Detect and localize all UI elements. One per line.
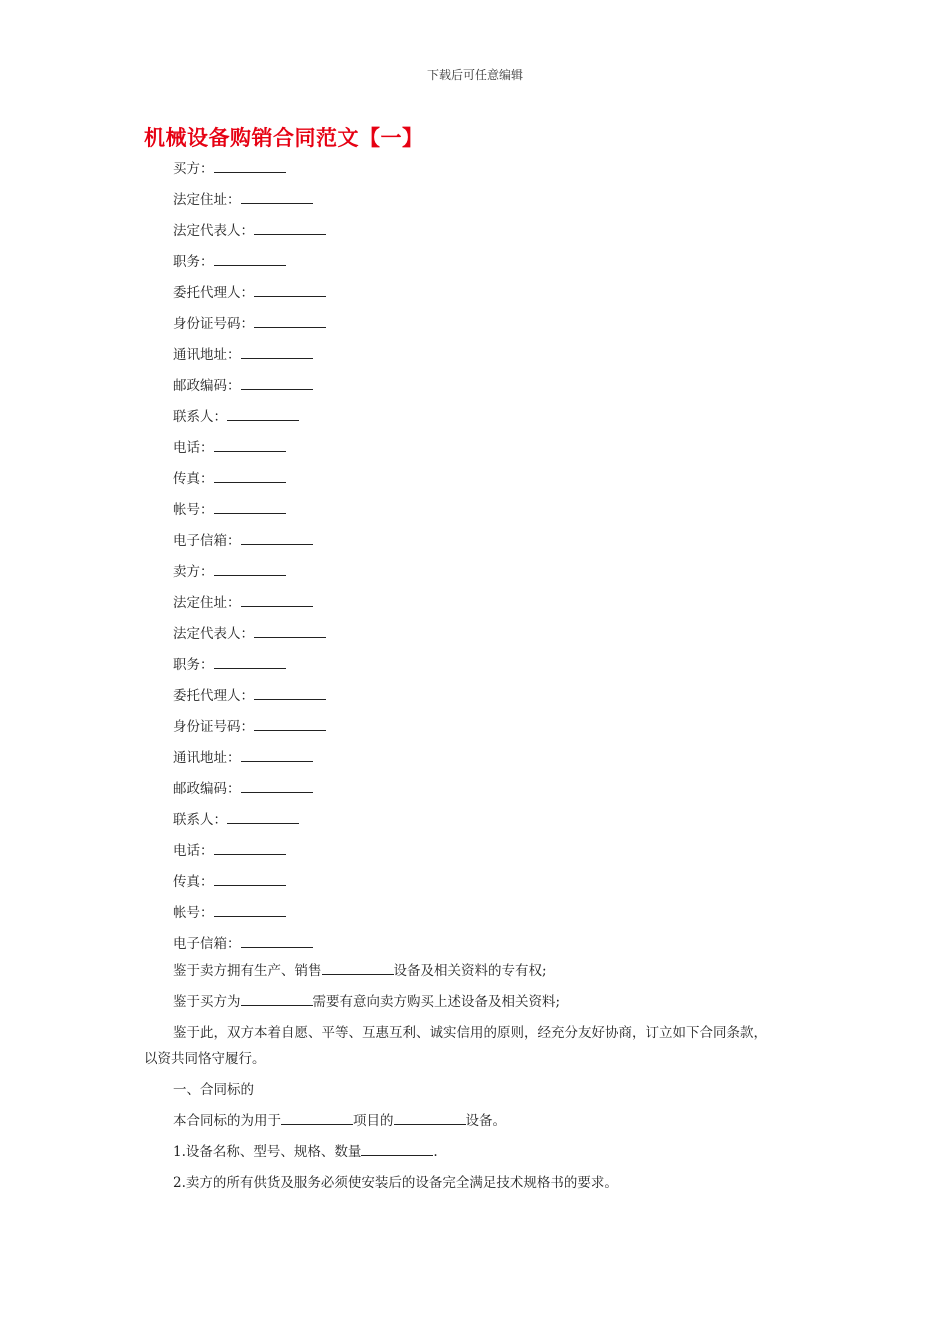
field-label: 邮政编码： xyxy=(173,378,241,394)
field-label: 传真： xyxy=(173,471,214,487)
field-label: 法定代表人： xyxy=(173,223,254,239)
subject-paragraph xyxy=(144,1108,800,1139)
blank-line xyxy=(241,991,313,1006)
text: 2.卖方的所有供货及服务必须使安装后的设备完全满足技术规格书的要求。 xyxy=(173,1175,618,1191)
blank-line xyxy=(322,960,394,975)
field-label: 身份证号码： xyxy=(173,316,254,332)
field-row xyxy=(173,902,326,933)
blank-line xyxy=(281,1110,353,1125)
blank-line xyxy=(214,468,286,483)
page-header: 下载后可任意编辑 xyxy=(426,68,523,82)
blank-line xyxy=(241,778,313,793)
field-row xyxy=(173,809,326,840)
blank-line xyxy=(241,747,313,762)
field-label: 通讯地址： xyxy=(173,347,241,363)
field-label: 买方： xyxy=(173,161,214,177)
field-label: 法定代表人： xyxy=(173,626,254,642)
field-row xyxy=(173,344,326,375)
recital-agreement xyxy=(144,1020,800,1046)
blank-line xyxy=(254,716,326,731)
field-row xyxy=(173,840,326,871)
field-label: 电子信箱： xyxy=(173,936,241,952)
field-label: 电子信箱： xyxy=(173,533,241,549)
field-row xyxy=(173,871,326,902)
text: 以资共同恪守履行。 xyxy=(144,1051,266,1067)
party-fields xyxy=(173,158,326,964)
field-row xyxy=(173,654,326,685)
section-heading xyxy=(144,1077,800,1108)
field-row xyxy=(173,158,326,189)
field-label: 委托代理人： xyxy=(173,688,254,704)
blank-line xyxy=(227,406,299,421)
contract-body xyxy=(144,958,800,1201)
text: 鉴于此，双方本着自愿、平等、互惠互利、诚实信用的原则，经充分友好协商，订立如下合同条款， xyxy=(173,1025,767,1041)
text: 设备。 xyxy=(465,1113,506,1129)
blank-line xyxy=(214,158,286,173)
text: 项目的 xyxy=(353,1113,394,1129)
document-title: 机械设备购销合同范文【一】 xyxy=(144,125,424,150)
blank-line xyxy=(241,530,313,545)
field-row xyxy=(173,375,326,406)
field-label: 委托代理人： xyxy=(173,285,254,301)
text: 本合同标的为用于 xyxy=(173,1113,281,1129)
blank-line xyxy=(227,809,299,824)
blank-line xyxy=(214,654,286,669)
field-label: 电话： xyxy=(173,440,214,456)
field-row xyxy=(173,561,326,592)
text: . xyxy=(433,1144,438,1160)
recital-seller xyxy=(144,958,800,989)
clause-item-1 xyxy=(144,1139,800,1170)
field-label: 法定住址： xyxy=(173,192,241,208)
field-row xyxy=(173,778,326,809)
text: 鉴于卖方拥有生产、销售 xyxy=(173,963,322,979)
text: 鉴于买方为 xyxy=(173,994,241,1010)
blank-line xyxy=(241,592,313,607)
field-row xyxy=(173,220,326,251)
text: 需要有意向卖方购买上述设备及相关资料; xyxy=(312,994,561,1010)
field-label: 身份证号码： xyxy=(173,719,254,735)
text: 一、合同标的 xyxy=(173,1082,254,1098)
field-label: 帐号： xyxy=(173,502,214,518)
field-row xyxy=(173,282,326,313)
field-row xyxy=(173,747,326,778)
recital-buyer xyxy=(144,989,800,1020)
clause-item-2 xyxy=(144,1170,800,1201)
field-label: 邮政编码： xyxy=(173,781,241,797)
field-label: 通讯地址： xyxy=(173,750,241,766)
field-row xyxy=(173,189,326,220)
blank-line xyxy=(254,623,326,638)
blank-line xyxy=(241,933,313,948)
field-row xyxy=(173,530,326,561)
blank-line xyxy=(254,282,326,297)
field-row xyxy=(173,406,326,437)
field-label: 卖方： xyxy=(173,564,214,580)
blank-line xyxy=(214,437,286,452)
blank-line xyxy=(361,1141,433,1156)
field-row xyxy=(173,313,326,344)
blank-line xyxy=(394,1110,466,1125)
blank-line xyxy=(214,871,286,886)
blank-line xyxy=(241,375,313,390)
blank-line xyxy=(214,902,286,917)
field-row xyxy=(173,716,326,747)
field-row xyxy=(173,468,326,499)
blank-line xyxy=(241,344,313,359)
field-label: 帐号： xyxy=(173,905,214,921)
blank-line xyxy=(254,685,326,700)
field-row xyxy=(173,499,326,530)
text: 1.设备名称、型号、规格、数量 xyxy=(173,1144,362,1160)
blank-line xyxy=(254,313,326,328)
field-label: 职务： xyxy=(173,254,214,270)
field-row xyxy=(173,623,326,654)
blank-line xyxy=(214,251,286,266)
field-label: 联系人： xyxy=(173,409,227,425)
field-label: 传真： xyxy=(173,874,214,890)
field-row xyxy=(173,251,326,282)
blank-line xyxy=(241,189,313,204)
field-label: 法定住址： xyxy=(173,595,241,611)
recital-agreement-cont xyxy=(144,1046,800,1077)
blank-line xyxy=(214,561,286,576)
text: 设备及相关资料的专有权; xyxy=(393,963,547,979)
field-row xyxy=(173,437,326,468)
field-label: 联系人： xyxy=(173,812,227,828)
blank-line xyxy=(214,499,286,514)
field-row xyxy=(173,685,326,716)
field-label: 职务： xyxy=(173,657,214,673)
blank-line xyxy=(214,840,286,855)
field-label: 电话： xyxy=(173,843,214,859)
blank-line xyxy=(254,220,326,235)
field-row xyxy=(173,592,326,623)
